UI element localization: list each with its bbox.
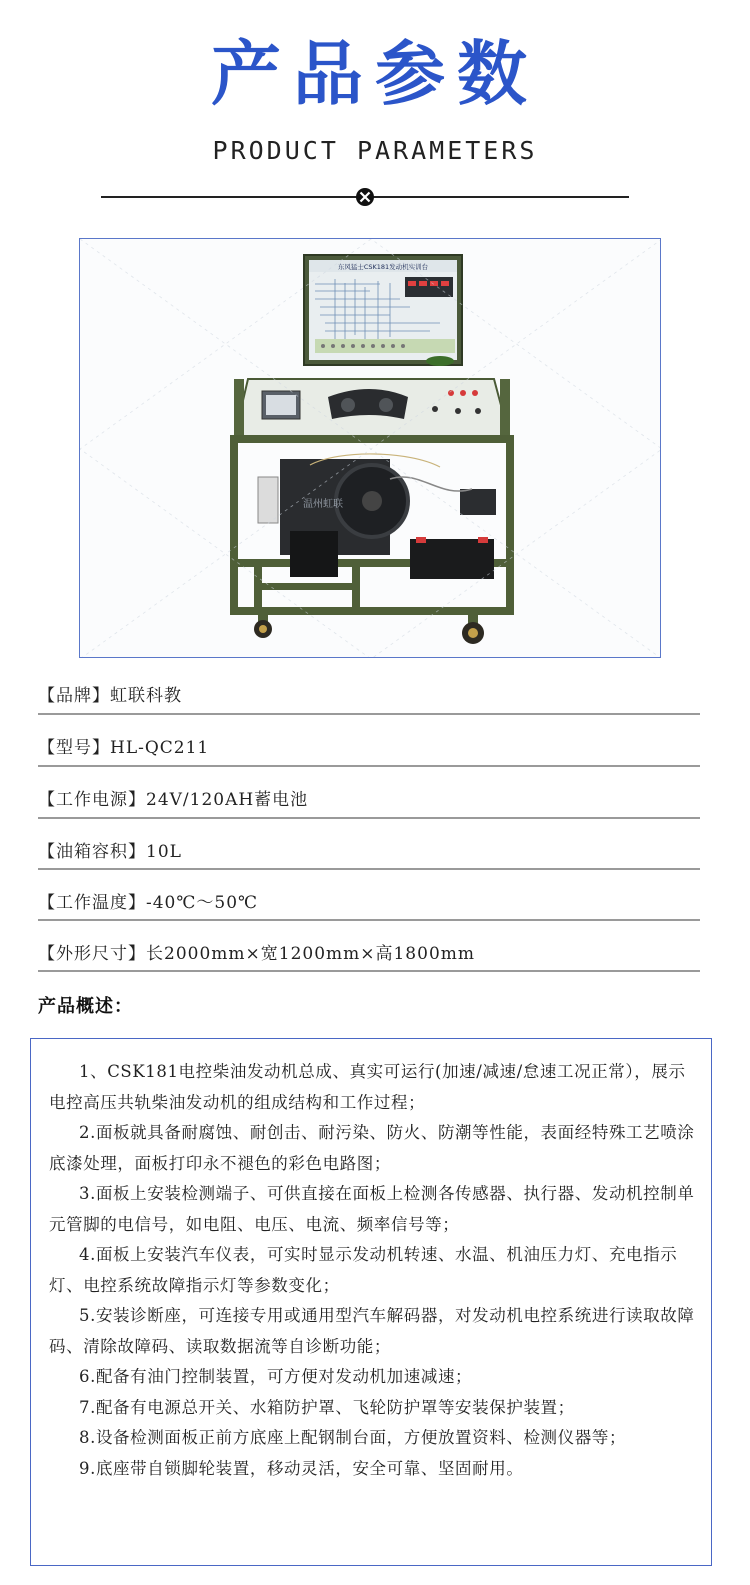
product-photo [79,238,661,658]
spec-label: 【工作电源】 [38,790,146,810]
spec-value: -40℃～50℃ [146,893,259,913]
spec-tank [38,838,700,866]
spec-divider [38,713,700,715]
spec-model [38,734,700,762]
spec-power [38,786,700,814]
spec-value: HL-QC211 [110,738,210,758]
panel-title-text: 东风猛士CSK181发动机实训台 [337,263,429,271]
spec-divider [38,868,700,870]
watermark-text: 温州虹联 [303,499,343,510]
spec-value: 长2000mm×宽1200mm×高1800mm [146,944,475,964]
spec-value: 虹联科教 [110,686,182,706]
spec-value: 24V/120AH蓄电池 [146,790,309,810]
overview-item: 4.面板上安装汽车仪表，可实时显示发动机转速、水温、机油压力灯、充电指示灯、电控系统故障指示灯等参数变化； [49,1245,678,1295]
overview-item: 5.安装诊断座，可连接专用或通用型汽车解码器，对发动机电控系统进行读取故障码、清除故障码、读取数据流等自诊断功能； [49,1306,695,1356]
spec-label: 【油箱容积】 [38,842,146,862]
spec-label: 【外形尺寸】 [38,944,146,964]
caster-wheels [254,613,484,644]
page-title: 产品参数 [211,33,539,115]
spec-divider [38,970,700,972]
spec-temperature [38,889,700,917]
spec-value: 10L [146,842,182,862]
page-subtitle: PRODUCT PARAMETERS [212,136,538,165]
spec-brand [38,682,700,710]
overview-item: 8.设备检测面板正前方底座上配钢制台面，方便放置资料、检测仪器等； [79,1428,627,1447]
overview-list [49,1057,697,1484]
overview-heading: 产品概述： [38,996,133,1017]
spec-label: 【品牌】 [38,686,110,706]
overview-item: 3.面板上安装检测端子、可供直接在面板上检测各传感器、执行器、发动机控制单元管脚的电信号，如电阻、电压、电流、频率信号等； [49,1184,695,1234]
spec-divider [38,817,700,819]
spec-label: 【型号】 [38,738,110,758]
training-bench-illustration [80,239,661,658]
divider-cross-icon [355,187,375,207]
overview-item: 9.底座带自锁脚轮装置，移动灵活，安全可靠、坚固耐用。 [79,1458,524,1478]
overview-item: 2.面板就具备耐腐蚀、耐创击、耐污染、防火、防潮等性能，表面经特殊工艺喷涂底漆处理，面板打印永不褪色的彩色电路图； [49,1123,695,1173]
spec-dimensions [38,940,700,968]
spec-divider [38,765,700,767]
overview-item: 7.配备有电源总开关、水箱防护罩、飞轮防护罩等安装保护装置； [79,1397,575,1417]
overview-box [30,1038,712,1566]
spec-label: 【工作温度】 [38,893,146,913]
spec-divider [38,919,700,921]
overview-item: 6.配备有油门控制装置，可方便对发动机加速减速； [79,1367,473,1386]
overview-item: 1、CSK181电控柴油发动机总成、真实可运行(加速/减速/怠速工况正常），展示电控高压共轨柴油发动机的组成结构和工作过程； [49,1062,686,1112]
